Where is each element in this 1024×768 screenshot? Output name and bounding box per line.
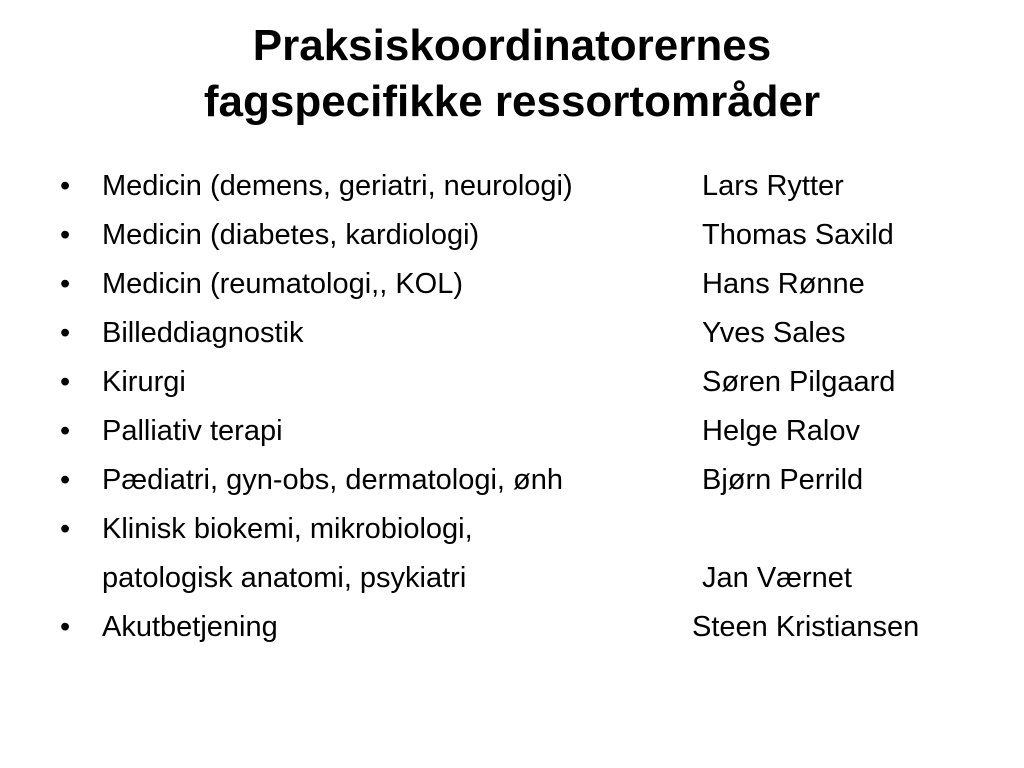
bullet-icon: • bbox=[60, 219, 71, 251]
bullet-icon: • bbox=[60, 317, 71, 349]
bullet-icon: • bbox=[60, 415, 71, 447]
coordinator-name: Helge Ralov bbox=[702, 415, 860, 447]
coordinator-name: Søren Pilgaard bbox=[702, 366, 896, 398]
bullet-icon: • bbox=[60, 513, 71, 545]
specialty-label: Medicin (demens, geriatri, neurologi) bbox=[102, 170, 573, 202]
list-item-continuation bbox=[0, 554, 1024, 603]
bullet-icon: • bbox=[60, 611, 71, 643]
specialty-label: Akutbetjening bbox=[102, 611, 278, 643]
specialty-label: Medicin (reumatologi,, KOL) bbox=[102, 268, 464, 300]
specialty-label: Medicin (diabetes, kardiologi) bbox=[102, 219, 480, 251]
slide-title bbox=[0, 18, 1024, 130]
specialty-label: Billeddiagnostik bbox=[102, 317, 304, 349]
list-item bbox=[0, 603, 1024, 652]
bullet-icon: • bbox=[60, 366, 71, 398]
bullet-icon: • bbox=[60, 170, 71, 202]
coordinator-name: Yves Sales bbox=[702, 317, 846, 349]
list-item bbox=[0, 211, 1024, 260]
list-item bbox=[0, 162, 1024, 211]
list-item bbox=[0, 309, 1024, 358]
specialty-label: Pædiatri, gyn-obs, dermatologi, ønh bbox=[102, 464, 563, 496]
list-item bbox=[0, 260, 1024, 309]
specialty-label: Palliativ terapi bbox=[102, 415, 283, 447]
bullet-icon: • bbox=[60, 268, 71, 300]
list-item bbox=[0, 456, 1024, 505]
responsibility-list bbox=[0, 162, 1024, 652]
bullet-icon: • bbox=[60, 464, 71, 496]
coordinator-name: Steen Kristiansen bbox=[692, 611, 920, 643]
list-item bbox=[0, 505, 1024, 554]
coordinator-name: Thomas Saxild bbox=[702, 219, 894, 251]
list-item bbox=[0, 358, 1024, 407]
coordinator-name: Lars Rytter bbox=[702, 170, 844, 202]
coordinator-name: Jan Værnet bbox=[702, 562, 852, 594]
specialty-label: patologisk anatomi, psykiatri bbox=[102, 562, 467, 594]
list-item bbox=[0, 407, 1024, 456]
coordinator-name: Hans Rønne bbox=[702, 268, 865, 300]
specialty-label: Kirurgi bbox=[102, 366, 186, 398]
title-line-2: fagspecifikke ressortområder bbox=[203, 77, 821, 126]
specialty-label: Klinisk biokemi, mikrobiologi, bbox=[102, 513, 473, 545]
coordinator-name: Bjørn Perrild bbox=[702, 464, 864, 496]
title-line-1: Praksiskoordinatorernes bbox=[252, 21, 772, 70]
